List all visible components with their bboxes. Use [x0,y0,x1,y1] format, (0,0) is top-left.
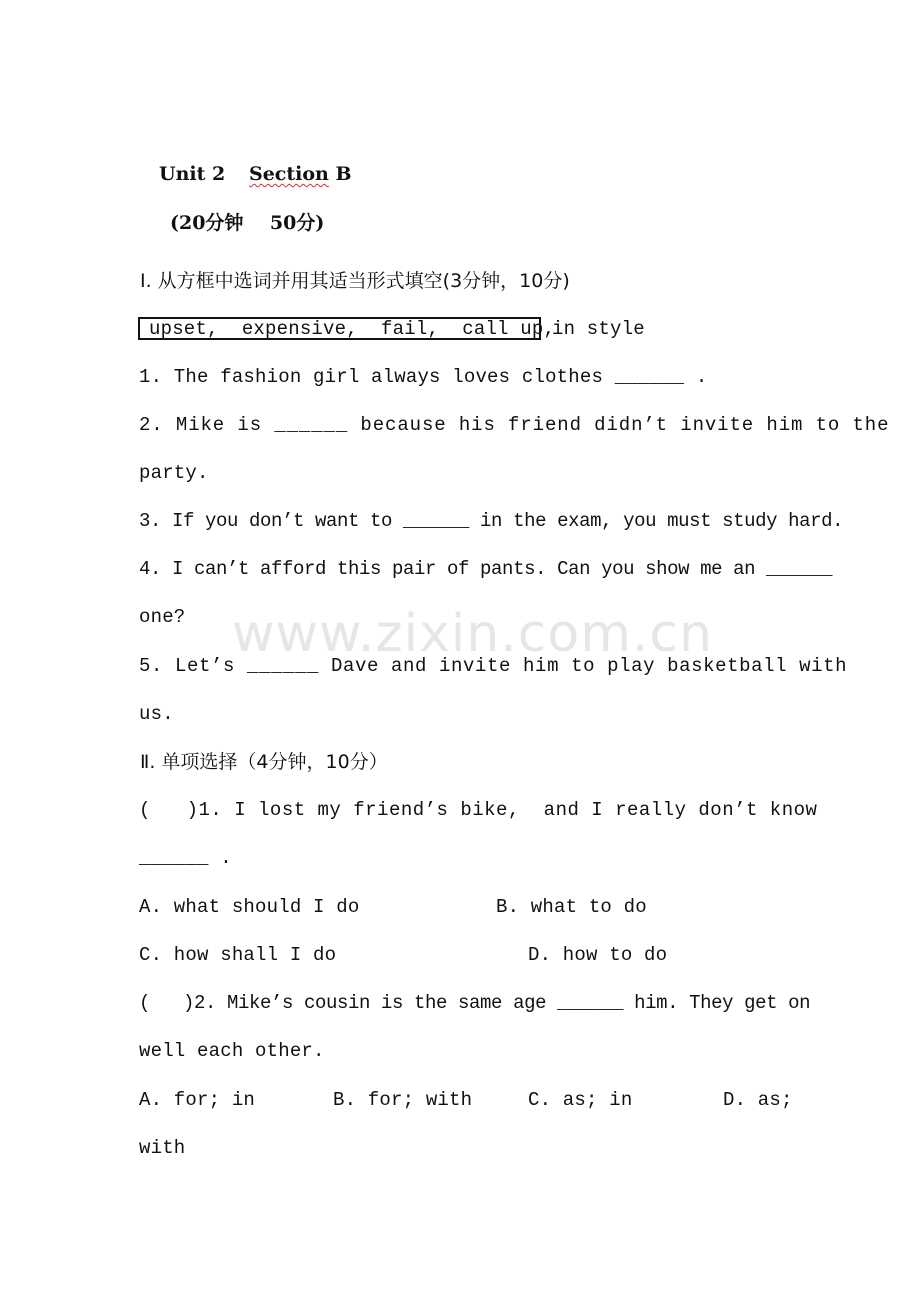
part1-q2-line1: 2. Mike is ______ because his friend didn’t invite him to the [139,414,890,436]
section-word: Section [249,163,329,185]
part2-q1-option-a: A. what should I do [139,896,360,918]
part1-q5-line2: us. [139,703,174,725]
part1-q4-line2: one? [139,606,186,628]
part2-q1-line1: ( )1. I lost my friend’s bike, and I really don’t know [139,799,818,821]
part2-q2-option-b: B. for; with [333,1089,473,1111]
part2-q1-option-d: D. how to do [528,944,668,966]
time-score: (20分钟 50分) [170,212,325,234]
part1-q2-line2: party. [139,462,209,484]
word-box-extra: in style [552,318,645,340]
part2-q2-option-c: C. as; in [528,1089,633,1111]
part2-q1-option-c: C. how shall I do [139,944,337,966]
section-title [249,162,352,186]
part2-heading: Ⅱ. 单项选择（4分钟，10分） [140,751,388,773]
word-box-text: upset, expensive, fail, call up, [149,318,556,340]
part1-q4-line1: 4. I can’t afford this pair of pants. Can you show me an ______ [139,558,833,580]
part1-heading: Ⅰ. 从方框中选词并用其适当形式填空(3分钟，10分) [140,270,570,292]
part2-q2-option-d: D. as; [723,1089,793,1111]
part2-q2-line2: well each other. [139,1040,325,1062]
part2-q1-line2: ______ . [139,847,232,869]
section-letter: B [335,163,352,185]
part1-q1: 1. The fashion girl always loves clothes ______ . [139,366,708,388]
part2-q2-option-d-wrap: with [139,1137,186,1159]
part2-q2-option-a: A. for; in [139,1089,256,1111]
part1-q3: 3. If you don’t want to ______ in the exam, you must study hard. [139,510,844,532]
part1-q5-line1: 5. Let’s ______ Dave and invite him to play basketball with [139,655,848,677]
watermark: www.zixin.com.cn [232,604,713,664]
part2-q1-option-b: B. what to do [496,896,647,918]
part2-q2-line1: ( )2. Mike’s cousin is the same age ______ him. They get on [139,992,811,1014]
unit-title: Unit 2 [159,163,226,185]
